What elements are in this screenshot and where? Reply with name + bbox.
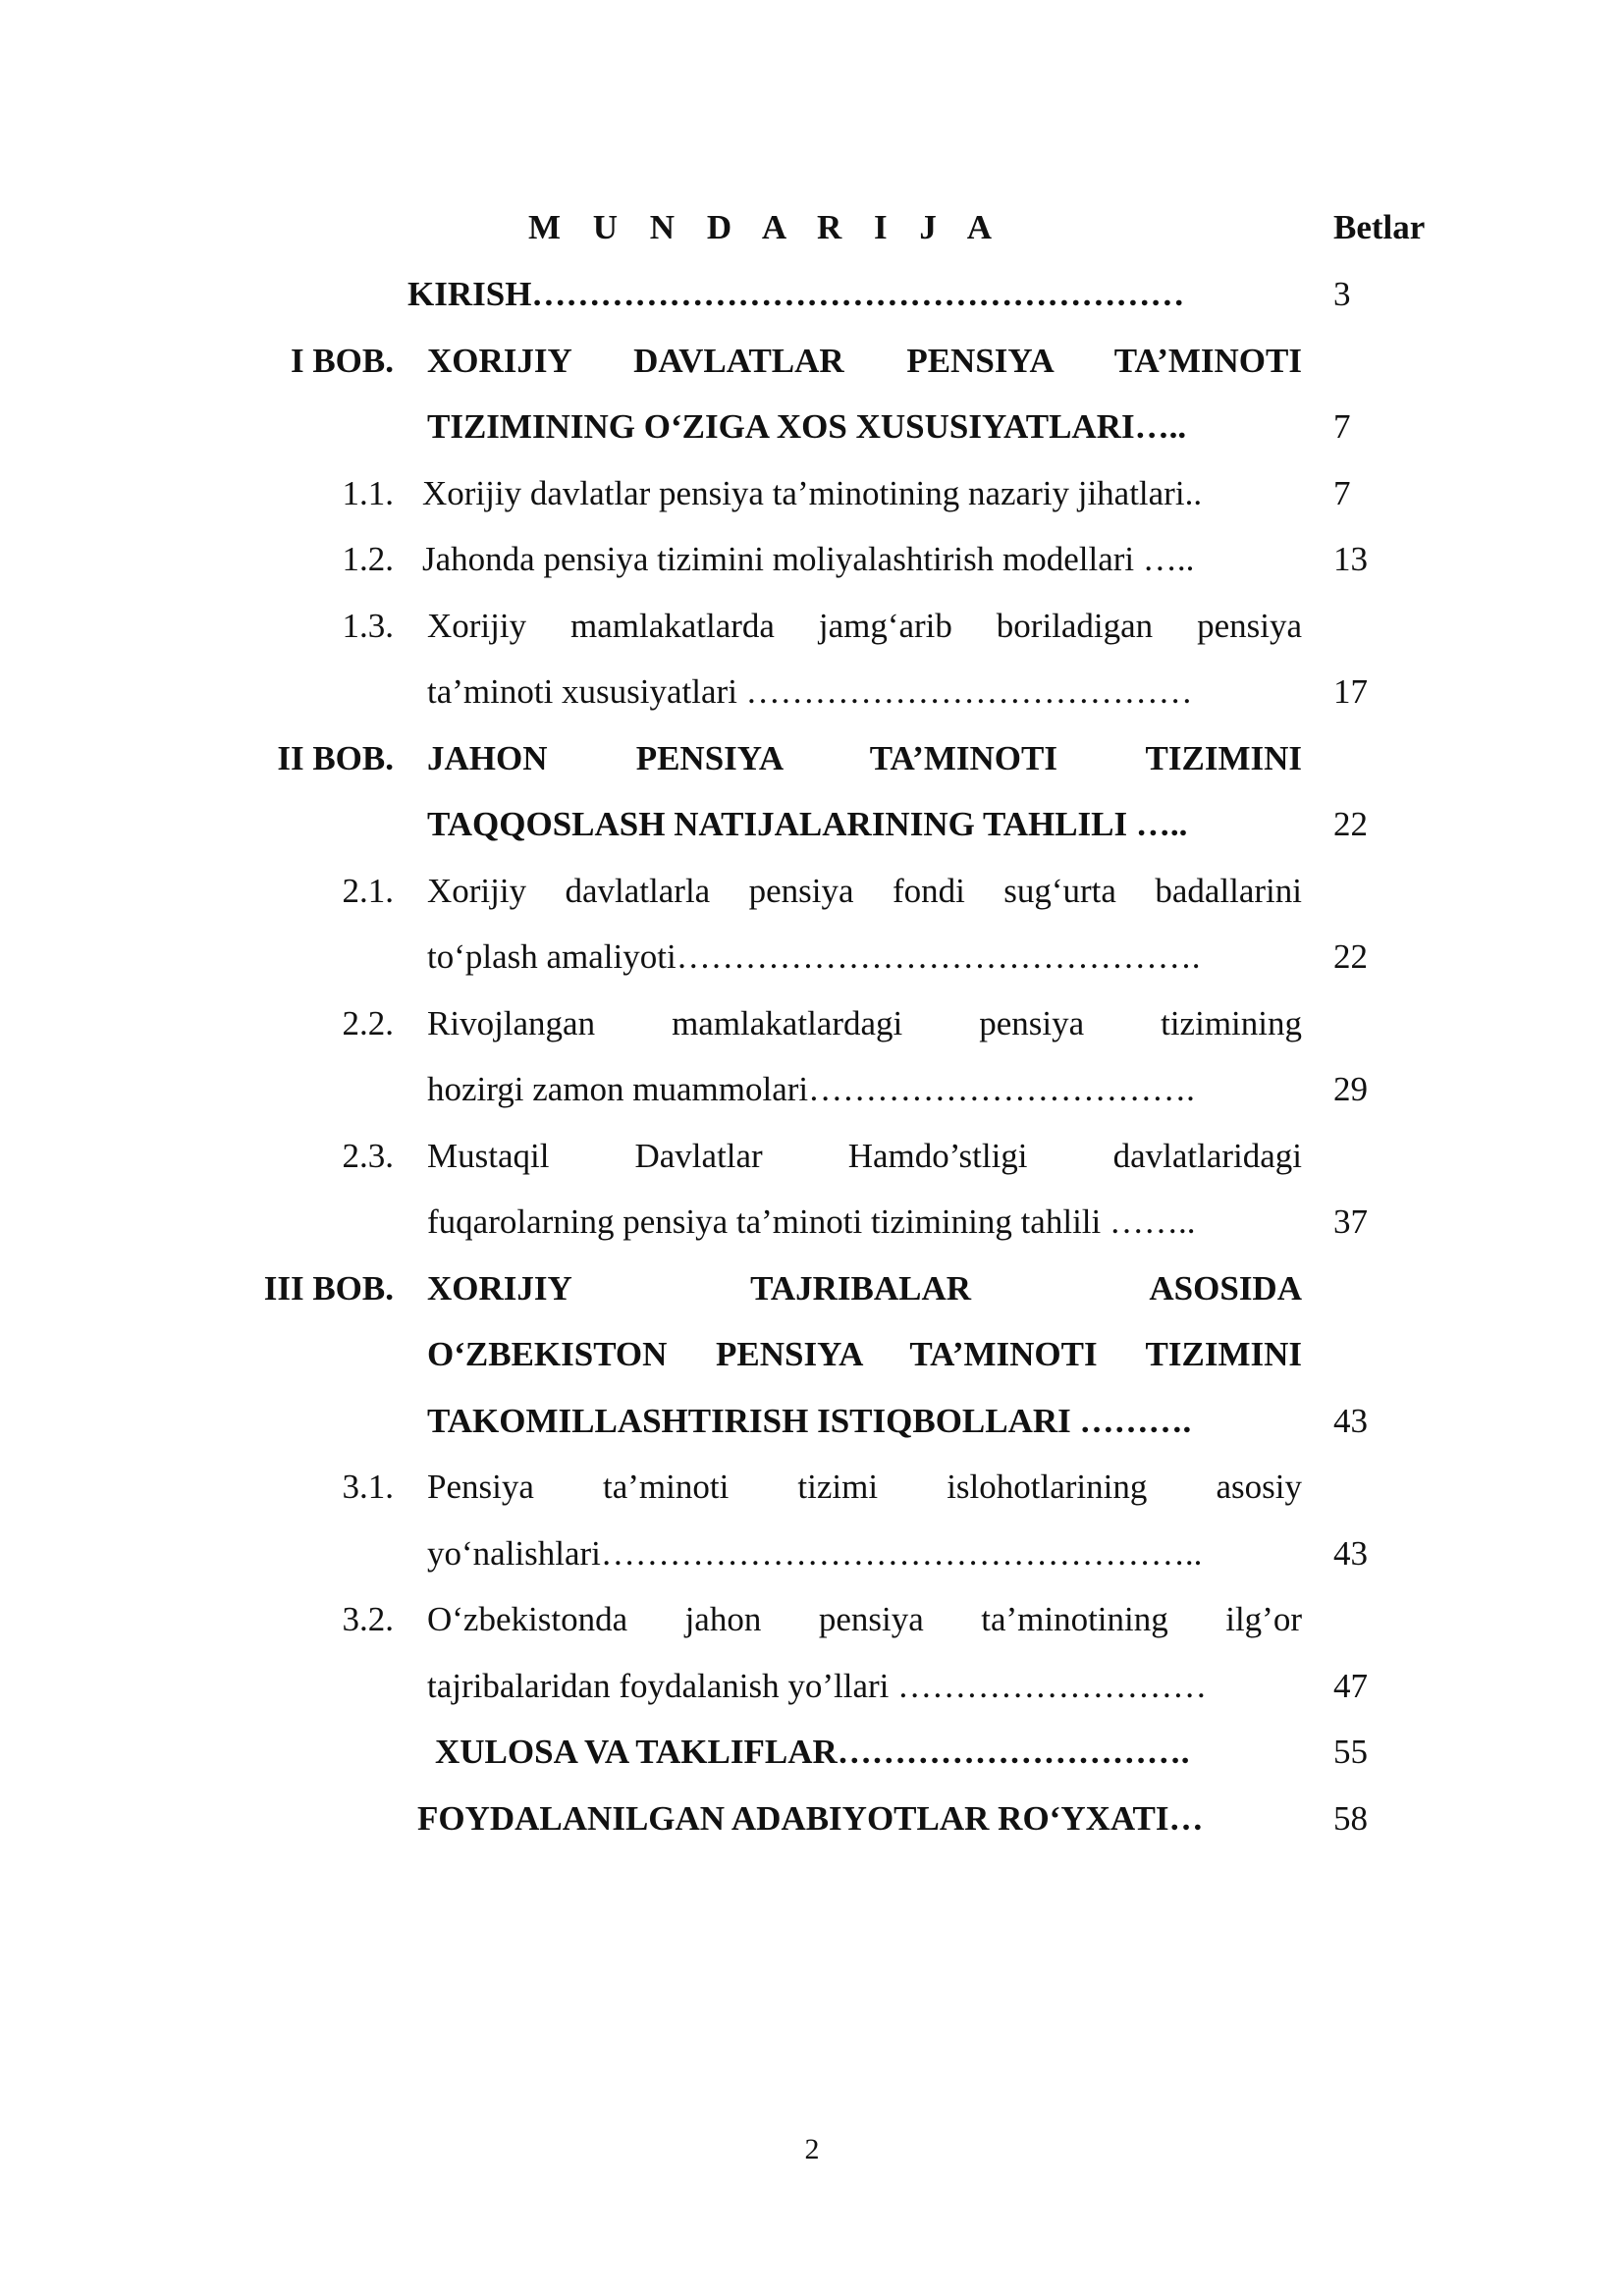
toc-entry-title: O‘ZBEKISTON PENSIYA TA’MINOTI TIZIMINI (427, 1335, 1302, 1373)
toc-entry-title: Mustaqil Davlatlar Hamdo’stligi davlatlaridagi (427, 1136, 1302, 1175)
contents-title: M U N D A R I J A (527, 208, 1004, 246)
toc-entry-title: XORIJIY DAVLATLAR PENSIYA TA’MINOTI (427, 341, 1302, 380)
toc-entry (0, 1532, 1624, 1599)
toc-entry (0, 1665, 1624, 1732)
toc-entry-title: FOYDALANILGAN ADABIYOTLAR RO‘YXATI… (417, 1798, 1204, 1838)
toc-entry-page: 13 (1333, 540, 1368, 578)
toc-entry-title: TAKOMILLASHTIRISH ISTIQBOLLARI ………. (427, 1401, 1192, 1440)
toc-entry-title: ta’minoti xususiyatlari ………………………………… (427, 672, 1193, 711)
toc-entry-title: TIZIMINING O‘ZIGA XOS XUSUSIYATLARI….. (427, 407, 1187, 446)
toc-entry (0, 1333, 1624, 1400)
toc-entry-title: to‘plash amaliyoti………………………………………. (427, 937, 1201, 976)
toc-entry-page: 37 (1333, 1202, 1368, 1241)
toc-entry (0, 1400, 1624, 1467)
toc-entry-page: 17 (1333, 672, 1368, 711)
toc-entry (0, 1598, 1624, 1665)
toc-entry-page: 22 (1333, 805, 1368, 843)
toc-entry-title: Xorijiy davlatlar pensiya ta’minotining nazariy jihatlari.. (422, 473, 1203, 512)
toc-entry-title: Rivojlangan mamlakatlardagi pensiya tizimining (427, 1003, 1302, 1042)
toc-entry (0, 935, 1624, 1002)
toc-entry-title: O‘zbekistonda jahon pensiya ta’minotining ilg’or (427, 1600, 1302, 1638)
toc-entry-page: 29 (1333, 1070, 1368, 1108)
toc-entry-number: 3.1. (342, 1468, 394, 1506)
toc-entry-title: Xorijiy mamlakatlarda jamg‘arib boriladigan pensiya (427, 606, 1302, 645)
toc-entry-title: hozirgi zamon muammolari……………………………. (427, 1070, 1195, 1108)
toc-entry-page: 22 (1333, 937, 1368, 976)
toc-entry-number: 3.2. (342, 1600, 394, 1638)
toc-entry-number: 1.3. (342, 606, 394, 645)
toc-entry (0, 1797, 1624, 1864)
toc-entry-number: 2.2. (342, 1003, 394, 1042)
toc-entry-page: 47 (1333, 1666, 1368, 1705)
toc-entry-title: XULOSA VA TAKLIFLAR…………………………. (435, 1733, 1190, 1771)
toc-entry-title: yo‘nalishlari…………………………………………….. (427, 1533, 1203, 1573)
toc-entry (0, 340, 1624, 406)
toc-entry-page: 7 (1333, 407, 1351, 446)
toc-entry (0, 1267, 1624, 1334)
toc-entry-title: TAQQOSLASH NATIJALARINING TAHLILI ….. (427, 805, 1188, 843)
table-of-contents (0, 273, 1624, 1863)
toc-entry-title: Jahonda pensiya tizimini moliyalashtirish modellari ….. (422, 540, 1195, 578)
toc-entry (0, 538, 1624, 605)
toc-entry-page: 55 (1333, 1733, 1368, 1771)
toc-entry (0, 1002, 1624, 1069)
toc-entry (0, 1466, 1624, 1532)
toc-entry-title: JAHON PENSIYA TA’MINOTI TIZIMINI (427, 738, 1302, 777)
page-number: 2 (804, 2133, 820, 2165)
toc-entry-page: 3 (1333, 275, 1351, 313)
toc-entry-number: 2.3. (342, 1136, 394, 1175)
toc-entry (0, 803, 1624, 870)
toc-entry-title: tajribalaridan foydalanish yo’llari ……………………… (427, 1666, 1208, 1705)
toc-entry (0, 1201, 1624, 1267)
toc-entry (0, 737, 1624, 804)
toc-entry-title: Xorijiy davlatlarla pensiya fondi sug‘urta badallarini (427, 871, 1302, 910)
toc-entry-title: KIRISH………………………………………………… (407, 275, 1185, 313)
toc-entry-number: III BOB. (263, 1268, 394, 1308)
toc-entry (0, 1135, 1624, 1201)
toc-entry-number: I BOB. (290, 341, 394, 380)
pages-column-heading: Betlar (1333, 208, 1426, 246)
toc-entry-page: 43 (1333, 1533, 1368, 1573)
toc-entry (0, 1731, 1624, 1797)
toc-entry (0, 670, 1624, 737)
toc-entry-number: 2.1. (342, 871, 394, 910)
toc-entry-page: 43 (1333, 1401, 1368, 1440)
toc-entry-page: 58 (1333, 1798, 1368, 1838)
toc-entry-page: 7 (1333, 473, 1351, 512)
toc-entry (0, 605, 1624, 671)
toc-entry-title: XORIJIY TAJRIBALAR ASOSIDA (427, 1268, 1302, 1308)
toc-entry-number: II BOB. (277, 738, 394, 777)
toc-entry (0, 405, 1624, 472)
toc-entry-title: Pensiya ta’minoti tizimi islohotlarining asosiy (427, 1468, 1302, 1506)
toc-entry (0, 273, 1624, 340)
toc-entry-number: 1.2. (342, 540, 394, 578)
toc-entry (0, 472, 1624, 539)
toc-entry (0, 1068, 1624, 1135)
toc-entry-number: 1.1. (342, 473, 394, 512)
toc-entry (0, 870, 1624, 936)
toc-entry-title: fuqarolarning pensiya ta’minoti tizimining tahlili …….. (427, 1202, 1196, 1241)
